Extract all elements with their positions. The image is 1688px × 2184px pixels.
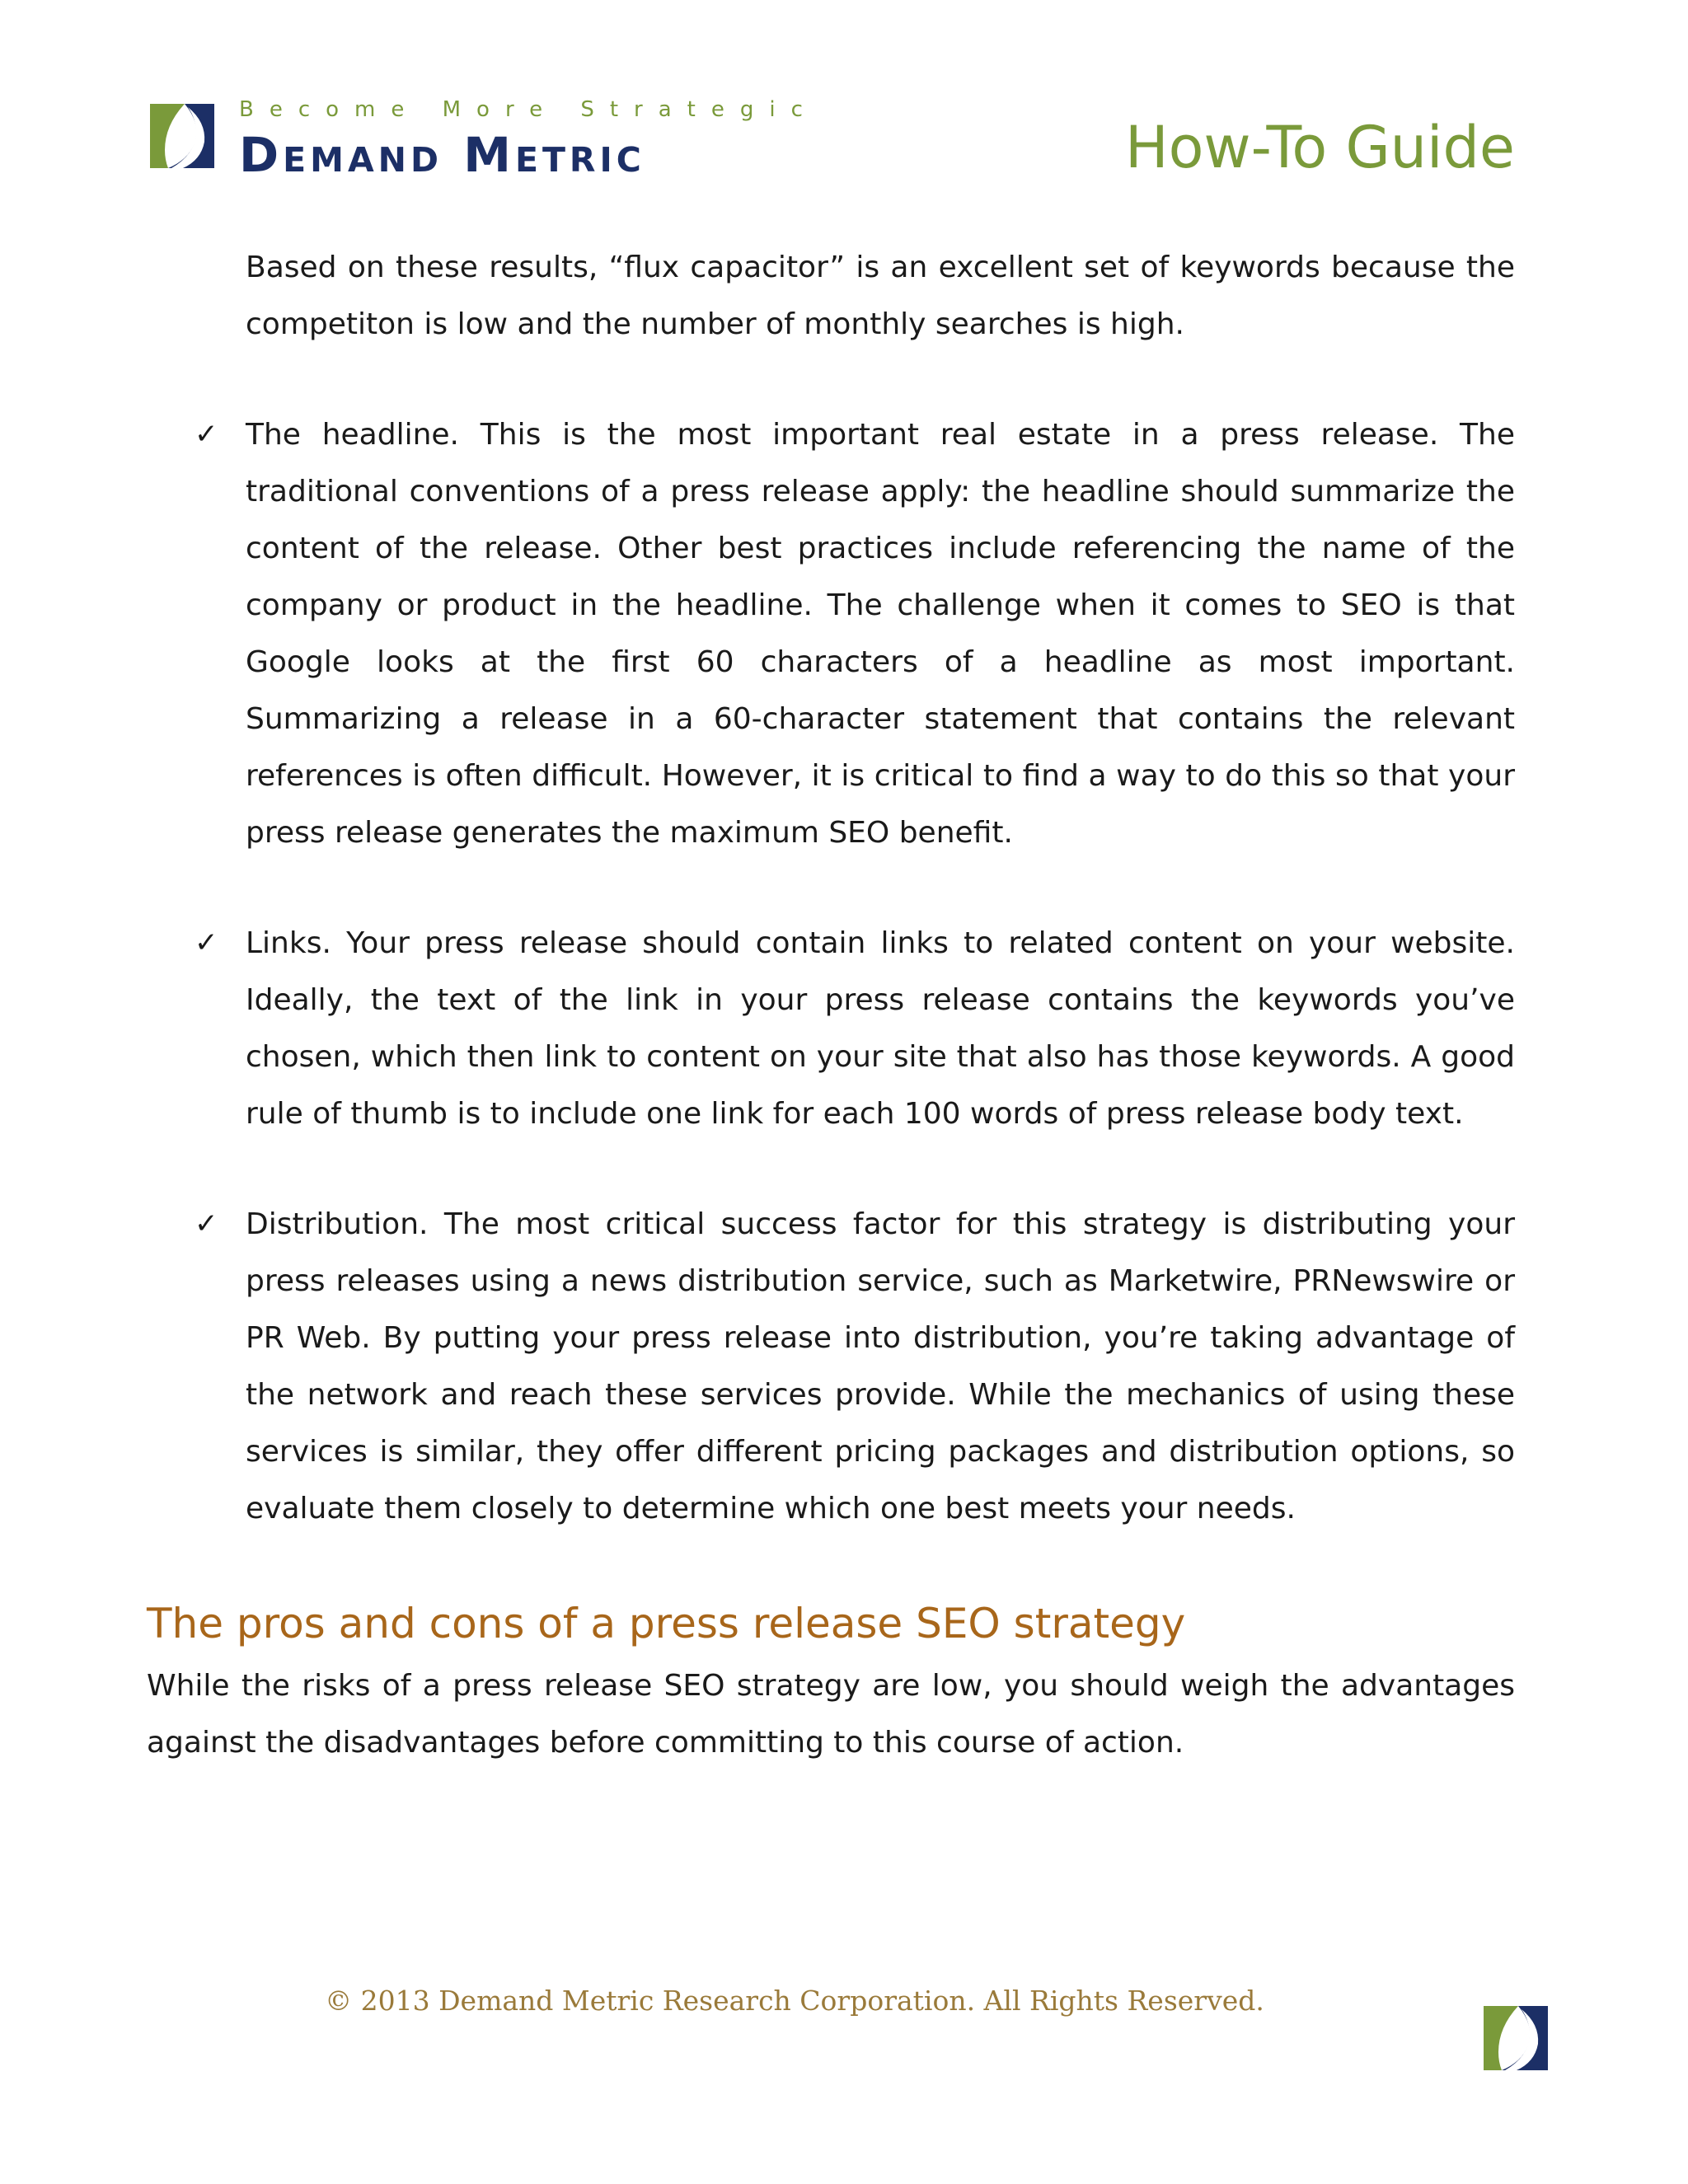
- main-content: [147, 239, 1515, 1771]
- checkmark-icon: ✓: [195, 418, 218, 451]
- brand-tagline: Become More Strategic: [239, 97, 818, 122]
- bullet-text: Links. Your press release should contain links to related content on your website. Ideally, the text of the link in your press release contains the keywords you’ve chosen, which then link to content on your site that also has those keywords. A good rule of thumb is to include one link for each 100 words of press release body text.: [246, 926, 1515, 1131]
- intro-paragraph: Based on these results, “flux capacitor” is an excellent set of keywords because the competiton is low and the number of monthly searches is high.: [246, 251, 1515, 341]
- bullet-text: Distribution. The most critical success factor for this strategy is distributing your press releases using a news distribution service, such as Marketwire, PRNewswire or PR Web. By putting your press release into distribution, you’re taking advantage of the network and reach these services provide. While the mechanics of using these services is similar, they offer different pricing packages and distribution options, so evaluate them closely to determine which one best meets your needs.: [246, 1207, 1515, 1526]
- bullet-text: The headline. This is the most important real estate in a press release. The traditional conventions of a press release apply: the headline should summarize the content of the release. Other best practices include referencing the name of the company or product in the headline. The challenge when it comes to SEO is that Google looks at the first 60 characters of a headline as most important. Summarizing a release in a 60-character statement that contains the relevant references is often difficult. However, it is critical to find a way to do this so that your press release generates the maximum SEO benefit.: [246, 418, 1515, 850]
- guide-title: How-To Guide: [1124, 114, 1515, 181]
- copyright-notice: © 2013 Demand Metric Research Corporation. All Rights Reserved.: [325, 1985, 1264, 2017]
- checkmark-icon: ✓: [195, 1207, 218, 1240]
- page-footer: [0, 1985, 1688, 2017]
- brand-name: Demand Metric: [239, 127, 645, 183]
- section-heading: The pros and cons of a press release SEO strategy: [147, 1600, 1186, 1647]
- checkmark-icon: ✓: [195, 926, 218, 959]
- bullet-links: [195, 915, 1515, 1142]
- bullet-headline: [195, 406, 1515, 861]
- bullet-distribution: [195, 1196, 1515, 1537]
- page-header: [147, 97, 1515, 196]
- demand-metric-logo-icon: [147, 101, 218, 171]
- demand-metric-logo-icon: [1480, 2003, 1551, 2074]
- section-paragraph: While the risks of a press release SEO strategy are low, you should weigh the advantages against the disadvantages before committing to this course of action.: [147, 1669, 1515, 1760]
